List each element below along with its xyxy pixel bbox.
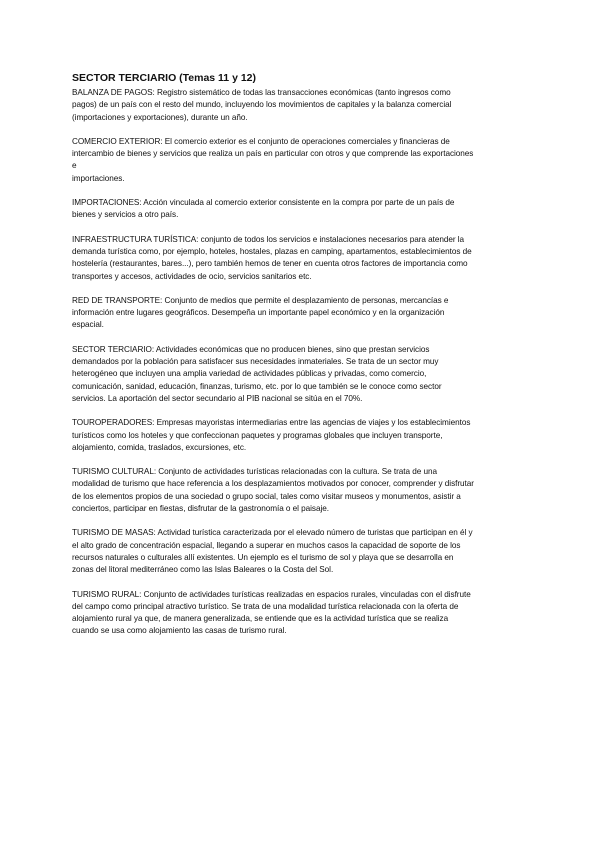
entry-line: BALANZA DE PAGOS: Registro sistemático de todas las transacciones económicas (tanto ingresos como — [72, 88, 451, 97]
entry-line: INFRAESTRUCTURA TURÍSTICA: conjunto de todos los servicios e instalaciones necesarios para atender la — [72, 234, 465, 244]
paragraph-gap — [72, 515, 532, 527]
entry-line: e — [72, 161, 77, 171]
entry-line: alojamiento, comida, traslados, excursiones, etc. — [72, 442, 247, 452]
entry-line: conciertos, participar en fiestas, disfrutar de la gastronomía o el paisaje. — [72, 504, 329, 514]
glossary-entry — [72, 417, 532, 454]
entry-line: TOUROPERADORES: Empresas mayoristas intermediarias entre las agencias de viajes y los establecimientos — [72, 418, 471, 428]
entry-line: intercambio de bienes y servicios que realiza un país en particular con otros y que comprende las exportaciones — [72, 149, 474, 159]
paragraph-gap — [72, 185, 532, 197]
glossary-entry — [72, 527, 532, 576]
glossary-entry — [72, 136, 532, 185]
paragraph-gap — [72, 454, 532, 466]
glossary-entries — [72, 87, 532, 638]
entry-line: TURISMO DE MASAS: Actividad turística caracterizada por el elevado número de turistas que participan en él y — [72, 528, 473, 538]
paragraph-gap — [72, 405, 532, 417]
glossary-entry — [72, 197, 532, 222]
glossary-entry — [72, 466, 532, 515]
paragraph-gap — [72, 124, 532, 136]
entry-line: modalidad de turismo que hace referencia a los desplazamientos motivados por conocer, comprender y disfrutar — [72, 479, 474, 489]
paragraph-gap — [72, 577, 532, 589]
paragraph-gap — [72, 222, 532, 234]
entry-line: TURISMO RURAL: Conjunto de actividades turísticas realizadas en espacios rurales, vinculadas con el disfrute — [72, 589, 471, 599]
entry-line: pagos) de un país con el resto del mundo, incluyendo los movimientos de capitales y la balanza comercial — [72, 100, 452, 110]
entry-line: transportes y accesos, actividades de ocio, servicios sanitarios etc. — [72, 271, 312, 281]
entry-line: hostelería (restaurantes, bares...), pero también hemos de tener en cuenta otros factores de importancia como — [72, 259, 468, 269]
document-page — [72, 72, 532, 638]
glossary-entry — [72, 234, 532, 283]
entry-line: cuando se usa como alojamiento las casas de turismo rural. — [72, 626, 287, 636]
glossary-entry — [72, 589, 532, 638]
entry-line: SECTOR TERCIARIO: Actividades económicas que no producen bienes, sino que prestan servicios — [72, 344, 430, 354]
glossary-entry — [72, 295, 532, 332]
entry-line: de los elementos propios de una sociedad o grupo social, tales como visitar museos y monumentos, asistir a — [72, 491, 461, 501]
entry-line: IMPORTACIONES: Acción vinculada al comercio exterior consistente en la compra por parte de un país de — [72, 198, 455, 208]
paragraph-gap — [72, 283, 532, 295]
glossary-entry — [72, 344, 532, 405]
entry-line: TURISMO CULTURAL: Conjunto de actividades turísticas relacionadas con la cultura. Se trata de una — [72, 467, 437, 477]
page-title: SECTOR TERCIARIO (Temas 11 y 12) — [72, 72, 257, 84]
entry-line: demanda turística como, por ejemplo, hoteles, hostales, plazas en camping, apartamentos, establecimientos de — [72, 246, 472, 256]
entry-line: importaciones. — [72, 173, 125, 183]
entry-line: recursos naturales o culturales allí existentes. Un ejemplo es el turismo de sol y playa que se desarrolla en — [72, 552, 454, 562]
entry-line: RED DE TRANSPORTE: Conjunto de medios que permite el desplazamiento de personas, mercancías e — [72, 295, 449, 305]
entry-line: zonas del litoral mediterráneo como las Islas Baleares o la Costa del Sol. — [72, 565, 334, 575]
entry-line: alojamiento rural ya que, de manera generalizada, se entiende que es la actividad turística que se realiza — [72, 614, 449, 624]
entry-line: espacial. — [72, 320, 104, 330]
entry-line: del campo como principal atractivo turístico. Se trata de una modalidad turística relacionada con la oferta de — [72, 601, 459, 611]
entry-line: demandados por la población para satisfacer sus necesidades inmateriales. Se trata de un sector muy — [72, 357, 439, 367]
entry-line: turísticos como los hoteles y que confeccionan paquetes y programas globales que incluyen transporte, — [72, 430, 443, 440]
entry-line: COMERCIO EXTERIOR: El comercio exterior es el conjunto de operaciones comerciales y financieras de — [72, 136, 450, 146]
glossary-entry — [72, 87, 532, 124]
entry-line: comunicación, sanidad, educación, finanzas, turismo, etc. por lo que también se le conoce como sector — [72, 381, 442, 391]
paragraph-gap — [72, 332, 532, 344]
entry-line: servicios. La aportación del sector secundario al PIB nacional se sitúa en el 70%. — [72, 393, 363, 403]
entry-line: heterogéneo que incluyen una amplia variedad de actividades públicas y privadas, como comercio, — [72, 369, 427, 379]
entry-line: (importaciones y exportaciones), durante un año. — [72, 112, 248, 122]
entry-line: el alto grado de concentración espacial, llegando a superar en muchos casos la capacidad de soporte de los — [72, 540, 461, 550]
entry-line: bienes y servicios a otro país. — [72, 210, 179, 220]
entry-line: información entre lugares geográficos. Desempeña un importante papel económico y en la organización — [72, 308, 445, 318]
